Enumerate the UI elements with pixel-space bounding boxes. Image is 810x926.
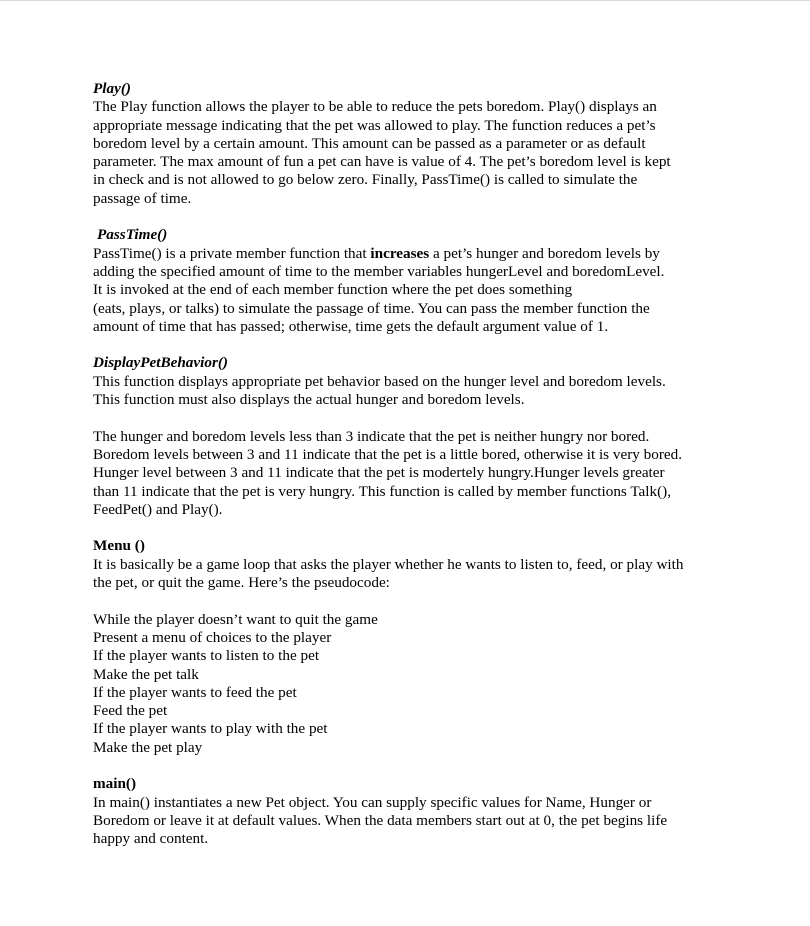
pseudocode-line: Make the pet play	[93, 738, 203, 756]
spacer	[93, 519, 733, 537]
document-page	[93, 80, 733, 848]
paragraph-line: in check and is not allowed to go below zero. Finally, PassTime() is called to simulate the	[93, 171, 638, 189]
paragraph-line: the pet, or quit the game. Here’s the pseudocode:	[93, 574, 390, 592]
paragraph-line: This function displays appropriate pet behavior based on the hunger level and boredom levels.	[93, 372, 666, 390]
section-menu	[93, 537, 733, 757]
top-border	[0, 0, 810, 1]
pseudocode-block	[93, 611, 733, 757]
text-run: PassTime() is a private member function that	[93, 244, 371, 262]
paragraph-line: boredom level by a certain amount. This amount can be passed as a parameter or as default	[93, 134, 646, 152]
pseudocode-line: Present a menu of choices to the player	[93, 628, 332, 646]
section-heading-main: main()	[93, 775, 137, 793]
paragraph-line: The hunger and boredom levels less than 3 indicate that the pet is neither hungry nor bored.	[93, 427, 650, 445]
pseudocode-line: If the player wants to listen to the pet	[93, 647, 320, 665]
paragraph-line: than 11 indicate that the pet is very hungry. This function is called by member functions Talk(),	[93, 482, 672, 500]
section-heading-play: Play()	[93, 80, 131, 97]
section-play	[93, 80, 733, 208]
paragraph-line: In main() instantiates a new Pet object. You can supply specific values for Name, Hunger or	[93, 793, 652, 811]
section-main	[93, 775, 733, 848]
paragraph-line: Boredom levels between 3 and 11 indicate that the pet is a little bored, otherwise it is very bored.	[93, 445, 683, 463]
paragraph-line: This function must also displays the actual hunger and boredom levels.	[93, 391, 525, 409]
section-heading-passtime: PassTime()	[97, 226, 168, 244]
paragraph-line: FeedPet() and Play().	[93, 500, 223, 518]
emphasis-increases: increases	[370, 244, 430, 262]
spacer	[93, 336, 733, 354]
paragraph-line	[93, 245, 733, 263]
paragraph-line: It is invoked at the end of each member function where the pet does something	[93, 281, 573, 299]
paragraph-line: appropriate message indicating that the pet was allowed to play. The function reduces a pet’s	[93, 116, 656, 134]
paragraph-line: amount of time that has passed; otherwise, time gets the default argument value of 1.	[93, 317, 609, 335]
spacer	[93, 409, 733, 427]
spacer	[93, 592, 733, 610]
paragraph-line: The Play function allows the player to be able to reduce the pets boredom. Play() displays an	[93, 98, 657, 116]
paragraph-line: It is basically be a game loop that asks the player whether he wants to listen to, feed, or play with	[93, 555, 684, 573]
paragraph-line: (eats, plays, or talks) to simulate the passage of time. You can pass the member function the	[93, 299, 650, 317]
spacer	[93, 208, 733, 226]
section-display-pet-behavior	[93, 354, 733, 519]
pseudocode-line: Make the pet talk	[93, 665, 199, 683]
pseudocode-line: If the player wants to play with the pet	[93, 720, 328, 738]
paragraph-line: parameter. The max amount of fun a pet can have is value of 4. The pet’s boredom level is kept	[93, 153, 671, 171]
section-heading-display-pet-behavior: DisplayPetBehavior()	[93, 354, 228, 372]
paragraph-line: happy and content.	[93, 830, 209, 848]
paragraph-line: Boredom or leave it at default values. When the data members start out at 0, the pet begins life	[93, 811, 668, 829]
spacer	[93, 757, 733, 775]
paragraph-line: Hunger level between 3 and 11 indicate that the pet is modertely hungry.Hunger levels greater	[93, 464, 665, 482]
section-heading-menu: Menu ()	[93, 537, 145, 555]
pseudocode-line: While the player doesn’t want to quit the game	[93, 610, 378, 628]
section-passtime	[93, 226, 733, 336]
pseudocode-line: If the player wants to feed the pet	[93, 683, 297, 701]
pseudocode-line: Feed the pet	[93, 702, 168, 720]
paragraph-line: passage of time.	[93, 189, 192, 207]
paragraph-line: adding the specified amount of time to the member variables hungerLevel and boredomLevel.	[93, 262, 665, 280]
text-run: a pet’s hunger and boredom levels by	[429, 244, 660, 262]
